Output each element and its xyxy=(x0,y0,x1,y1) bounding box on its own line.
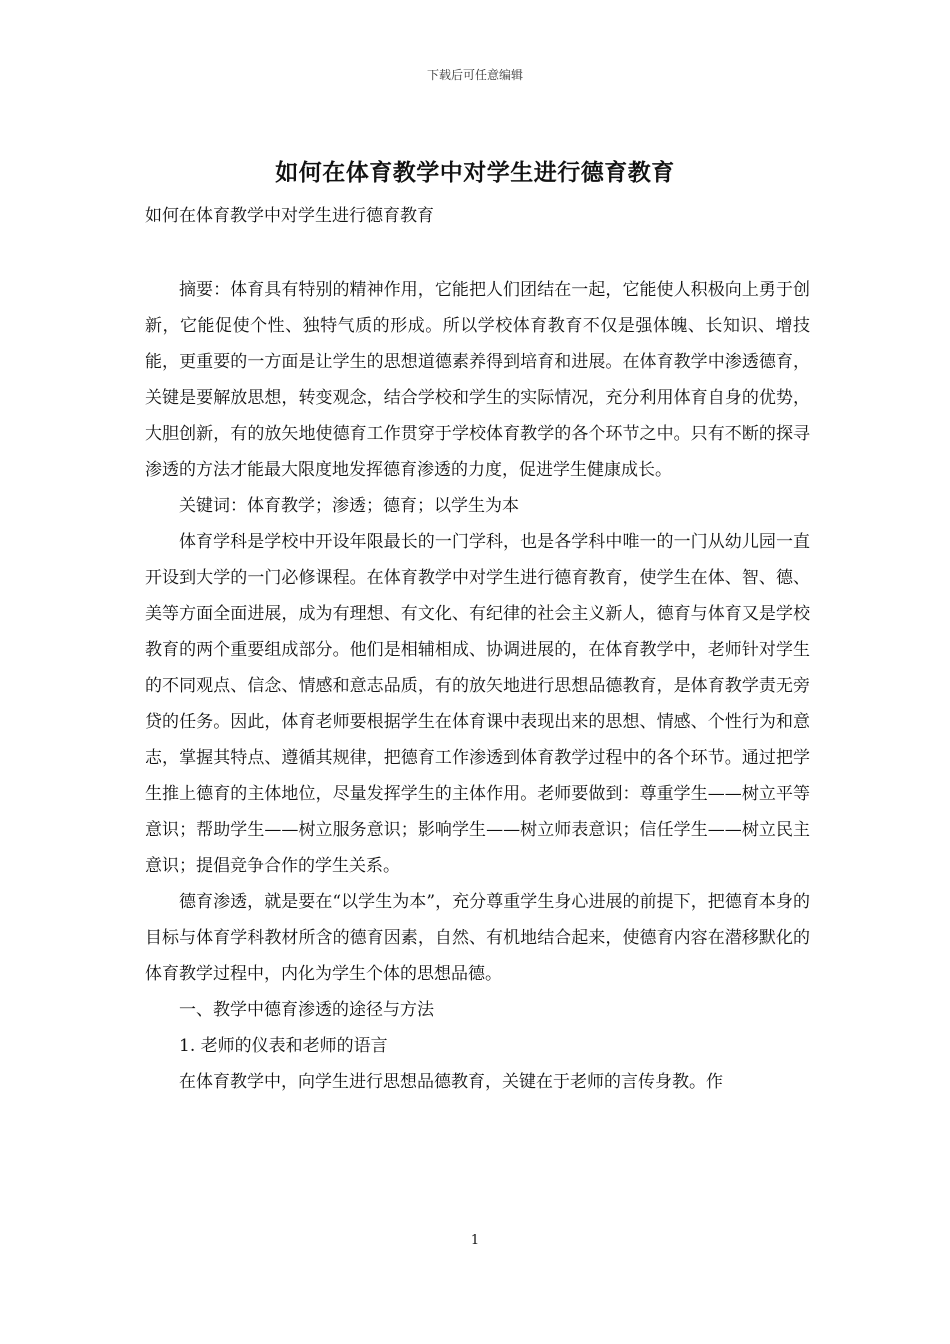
abstract-paragraph: 摘要：体育具有特别的精神作用，它能把人们团结在一起，它能使人积极向上勇于创新，它能促使个性、独特气质的形成。所以学校体育教育不仅是强体魄、长知识、增技能，更重要的一方面是让学生的思想道德素养得到培育和进展。在体育教学中渗透德育，关键是要解放思想，转变观念，结合学校和学生的实际情况，充分利用体育自身的优势，大胆创新，有的放矢地使德育工作贯穿于学校体育教学的各个环节之中。只有不断的探寻渗透的方法才能最大限度地发挥德育渗透的力度，促进学生健康成长。 xyxy=(145,280,810,480)
page-header: 下载后可任意编辑 xyxy=(426,68,523,82)
section-heading: 一、教学中德育渗透的途径与方法 xyxy=(179,1000,434,1020)
body-paragraph: 在体育教学中，向学生进行思想品德教育，关键在于老师的言传身教。作 xyxy=(179,1072,723,1092)
document-subtitle: 如何在体育教学中对学生进行德育教育 xyxy=(145,206,434,226)
subsection-heading: 1. 老师的仪表和老师的语言 xyxy=(179,1036,388,1056)
body-paragraph: 体育学科是学校中开设年限最长的一门学科，也是各学科中唯一的一门从幼儿园一直开设到大学的一门必修课程。在体育教学中对学生进行德育教育，使学生在体、智、德、美等方面全面进展，成为有理想、有文化、有纪律的社会主义新人，德育与体育又是学校教育的两个重要组成部分。他们是相辅相成、协调进展的，在体育教学中，老师针对学生的不同观点、信念、情感和意志品质，有的放矢地进行思想品德教育，是体育教学责无旁贷的任务。因此，体育老师要根据学生在体育课中表现出来的思想、情感、个性行为和意志，掌握其特点、遵循其规律，把德育工作渗透到体育教学过程中的各个环节。通过把学生推上德育的主体地位，尽量发挥学生的主体作用。老师要做到：尊重学生——树立平等意识；帮助学生——树立服务意识；影响学生——树立师表意识；信任学生——树立民主意识；提倡竞争合作的学生关系。 xyxy=(145,532,810,876)
document-title: 如何在体育教学中对学生进行德育教育 xyxy=(275,159,675,186)
body-paragraph: 德育渗透，就是要在“以学生为本”，充分尊重学生身心进展的前提下，把德育本身的目标与体育学科教材所含的德育因素，自然、有机地结合起来，使德育内容在潜移默化的体育教学过程中，内化为学生个体的思想品德。 xyxy=(145,892,810,984)
page-number: 1 xyxy=(470,1233,480,1248)
document-body xyxy=(145,272,810,1100)
keywords-paragraph: 关键词：体育教学；渗透；德育；以学生为本 xyxy=(179,496,519,516)
